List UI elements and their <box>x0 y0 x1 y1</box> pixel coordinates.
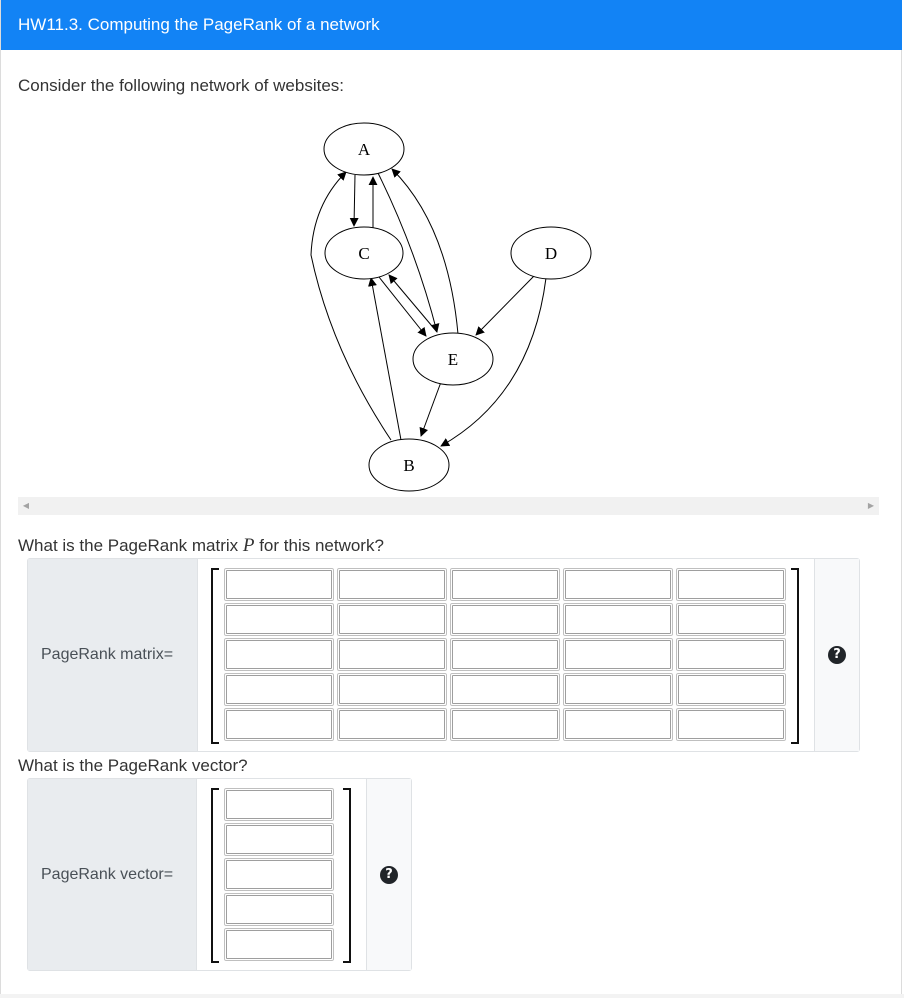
node-b-label: B <box>403 456 415 475</box>
matrix-cell-r5-c3[interactable] <box>450 708 560 741</box>
question-matrix-prefix: What is the PageRank matrix <box>18 536 243 555</box>
matrix-cell-border <box>226 640 332 669</box>
vector-cell-4[interactable] <box>224 893 334 926</box>
edge-e-to-b <box>421 382 441 436</box>
vector-cell-1[interactable] <box>224 788 334 821</box>
matrix-cell-border <box>226 710 332 739</box>
vector-cell-border <box>226 825 332 854</box>
network-graph <box>301 118 601 498</box>
matrix-input-group <box>27 558 860 752</box>
matrix-cell-border <box>226 605 332 634</box>
question-matrix-suffix: for this network? <box>254 536 384 555</box>
matrix-cell-border <box>678 605 784 634</box>
question-title: HW11.3. Computing the PageRank of a network <box>1 0 902 50</box>
matrix-cell-r1-c3[interactable] <box>450 568 560 601</box>
vector-cell-border <box>226 930 332 959</box>
matrix-cell-border <box>678 710 784 739</box>
bottom-divider <box>0 994 904 998</box>
matrix-cell-border <box>678 675 784 704</box>
matrix-cell-r4-c1[interactable] <box>224 673 334 706</box>
matrix-cell-border <box>339 675 445 704</box>
question-matrix <box>18 535 384 557</box>
matrix-cell-border <box>452 710 558 739</box>
vector-cell-border <box>226 790 332 819</box>
matrix-cell-r2-c2[interactable] <box>337 603 447 636</box>
edge-a-to-c <box>354 175 355 226</box>
matrix-cell-r1-c2[interactable] <box>337 568 447 601</box>
question-circle-icon[interactable]: ? <box>828 646 846 664</box>
matrix-cell-r1-c4[interactable] <box>563 568 673 601</box>
vector-right-bracket <box>343 788 351 963</box>
vector-input-group <box>27 778 412 971</box>
question-vector: What is the PageRank vector? <box>18 756 248 775</box>
matrix-cell-border <box>339 640 445 669</box>
matrix-cell-r3-c1[interactable] <box>224 638 334 671</box>
matrix-cell-r1-c5[interactable] <box>676 568 786 601</box>
matrix-cell-border <box>226 570 332 599</box>
intro-text: Consider the following network of websites: <box>18 76 344 95</box>
matrix-cell-r2-c3[interactable] <box>450 603 560 636</box>
node-e-label: E <box>447 350 459 369</box>
edge-c-to-e <box>379 277 426 336</box>
matrix-cell-border <box>565 640 671 669</box>
matrix-cell-r2-c4[interactable] <box>563 603 673 636</box>
matrix-cell-r5-c2[interactable] <box>337 708 447 741</box>
node-d-label: D <box>544 244 558 263</box>
vector-help-button[interactable] <box>366 779 411 970</box>
matrix-cell-r5-c5[interactable] <box>676 708 786 741</box>
matrix-cell-border <box>565 605 671 634</box>
vector-cell-3[interactable] <box>224 858 334 891</box>
matrix-cell-border <box>339 605 445 634</box>
vector-cell-5[interactable] <box>224 928 334 961</box>
matrix-cell-r3-c4[interactable] <box>563 638 673 671</box>
scroll-right-icon[interactable]: ▶ <box>867 501 875 510</box>
matrix-right-bracket <box>791 568 799 744</box>
matrix-cell-border <box>565 710 671 739</box>
matrix-cell-r2-c1[interactable] <box>224 603 334 636</box>
edge-d-to-e <box>476 276 534 335</box>
edge-e-to-c <box>389 275 437 332</box>
matrix-variable: P <box>242 535 255 556</box>
matrix-cell-r3-c5[interactable] <box>676 638 786 671</box>
matrix-label: PageRank matrix= <box>28 559 198 751</box>
matrix-cell-border <box>452 675 558 704</box>
horizontal-scrollbar[interactable] <box>18 497 879 515</box>
vector-label: PageRank vector= <box>28 779 197 970</box>
matrix-cell-r5-c4[interactable] <box>563 708 673 741</box>
matrix-cell-border <box>452 605 558 634</box>
matrix-cell-r4-c4[interactable] <box>563 673 673 706</box>
matrix-cell-r4-c3[interactable] <box>450 673 560 706</box>
matrix-cell-border <box>565 675 671 704</box>
matrix-cell-border <box>339 570 445 599</box>
matrix-cell-border <box>452 640 558 669</box>
matrix-left-bracket <box>211 568 219 744</box>
matrix-cell-border <box>565 570 671 599</box>
matrix-cell-r4-c5[interactable] <box>676 673 786 706</box>
matrix-help-button[interactable] <box>814 559 859 751</box>
matrix-cell-border <box>452 570 558 599</box>
matrix-cell-border <box>339 710 445 739</box>
scroll-left-icon[interactable]: ◀ <box>22 501 30 510</box>
node-a-label: A <box>357 140 371 159</box>
node-c-label: C <box>358 244 370 263</box>
vector-cell-border <box>226 895 332 924</box>
matrix-cell-border <box>678 640 784 669</box>
matrix-cell-r2-c5[interactable] <box>676 603 786 636</box>
vector-cell-border <box>226 860 332 889</box>
matrix-cell-r3-c3[interactable] <box>450 638 560 671</box>
vector-left-bracket <box>211 788 219 963</box>
vector-cell-2[interactable] <box>224 823 334 856</box>
question-circle-icon[interactable]: ? <box>380 866 398 884</box>
matrix-cell-r5-c1[interactable] <box>224 708 334 741</box>
matrix-cell-border <box>678 570 784 599</box>
matrix-cell-r1-c1[interactable] <box>224 568 334 601</box>
matrix-cell-border <box>226 675 332 704</box>
matrix-cell-r3-c2[interactable] <box>337 638 447 671</box>
matrix-cell-r4-c2[interactable] <box>337 673 447 706</box>
edge-b-to-a <box>311 172 391 440</box>
